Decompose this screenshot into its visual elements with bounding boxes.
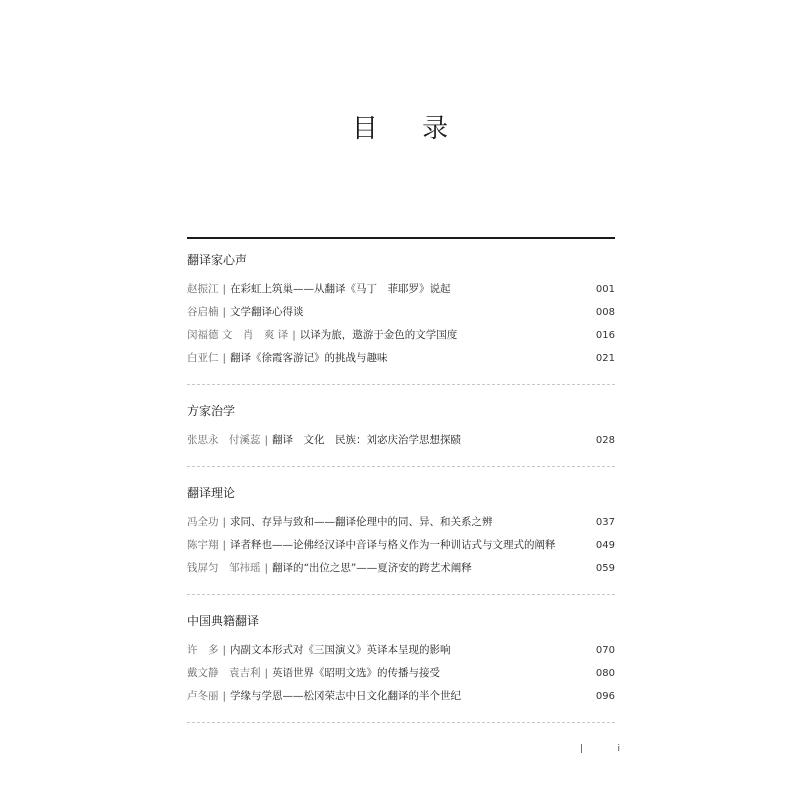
page-title: 目 录 <box>351 114 467 144</box>
entry-separator: | <box>222 306 227 318</box>
entry-title: 在彩虹上筑巢——从翻译《马丁 菲耶罗》说起 <box>230 283 451 295</box>
section-heading: 方家治学 <box>187 404 236 418</box>
entry-author: 卢冬丽 <box>187 690 219 702</box>
toc-entry[interactable] <box>187 534 615 557</box>
folio-number: i <box>617 744 620 754</box>
toc-entry[interactable] <box>187 685 615 708</box>
toc-entry[interactable] <box>187 511 615 534</box>
entry-separator: | <box>222 283 227 295</box>
entry-author: 赵振江 <box>187 283 219 295</box>
toc-entry[interactable] <box>187 557 615 580</box>
entry-page-number: 037 <box>595 517 615 528</box>
toc-entry[interactable] <box>187 301 615 324</box>
entry-title: 英语世界《昭明文选》的传播与接受 <box>272 667 441 679</box>
entry-author: 白亚仁 <box>187 352 219 364</box>
toc-section <box>187 613 615 723</box>
entry-separator: | <box>264 667 269 679</box>
toc-section <box>187 252 615 385</box>
toc-section <box>187 403 615 467</box>
entry-title: 翻译《徐霞客游记》的挑战与趣味 <box>230 352 388 364</box>
toc-entry[interactable] <box>187 639 615 662</box>
entry-title: 翻译 文化 民族：刘宓庆治学思想探赜 <box>272 434 462 446</box>
entry-title: 译者释也——论佛经汉译中音译与格义作为一种训诂式与文理式的阐释 <box>230 539 556 551</box>
toc-entry[interactable] <box>187 347 615 370</box>
toc-section <box>187 485 615 595</box>
entry-page-number: 059 <box>595 563 615 574</box>
entry-page-number: 096 <box>595 691 615 702</box>
entry-separator: | <box>264 562 269 574</box>
entry-separator: | <box>222 516 227 528</box>
entry-title: 翻译的“出位之思”——夏济安的跨艺术阐释 <box>272 562 472 574</box>
entry-separator: | <box>222 644 227 656</box>
page-folio <box>580 744 620 754</box>
toc-entry[interactable] <box>187 324 615 347</box>
toc-entry[interactable] <box>187 278 615 301</box>
toc-entry[interactable] <box>187 662 615 685</box>
entry-separator: | <box>222 539 227 551</box>
section-heading: 中国典籍翻译 <box>187 614 260 628</box>
entry-author: 谷启楠 <box>187 306 219 318</box>
entry-author: 冯全功 <box>187 516 219 528</box>
entry-author: 戴文静 袁吉利 <box>187 667 261 679</box>
entry-page-number: 021 <box>595 353 615 364</box>
entry-page-number: 080 <box>595 668 615 679</box>
entry-author: 陈宇翔 <box>187 539 219 551</box>
section-heading: 翻译理论 <box>187 486 236 500</box>
entry-title: 以译为旅，遨游于金色的文学国度 <box>299 329 458 341</box>
entry-separator: | <box>222 690 227 702</box>
entry-page-number: 028 <box>595 435 615 446</box>
entry-author: 钱屏匀 邹祎瑶 <box>187 562 261 574</box>
entry-page-number: 049 <box>595 540 615 551</box>
entry-title: 求同、存异与致和——翻译伦理中的同、异、和关系之辨 <box>230 516 493 528</box>
entry-separator: | <box>264 434 269 446</box>
table-of-contents <box>187 252 615 741</box>
folio-bar: | <box>580 744 584 754</box>
entry-author: 许 多 <box>187 644 219 656</box>
entry-author: 闵福德 文 肖 爽 译 <box>187 329 289 341</box>
entry-separator: | <box>292 329 296 341</box>
top-rule <box>187 237 615 239</box>
entry-title: 内副文本形式对《三国演义》英译本呈现的影响 <box>230 644 451 656</box>
entry-page-number: 001 <box>595 284 615 295</box>
entry-separator: | <box>222 352 227 364</box>
section-heading: 翻译家心声 <box>187 253 248 267</box>
entry-title: 文学翻译心得谈 <box>230 306 304 318</box>
entry-page-number: 070 <box>595 645 615 656</box>
entry-page-number: 016 <box>595 330 615 341</box>
entry-title: 学缘与学恩——松冈荣志中日文化翻译的半个世纪 <box>230 690 462 702</box>
toc-entry[interactable] <box>187 429 615 452</box>
entry-author: 张思永 付溪蕊 <box>187 434 261 446</box>
entry-page-number: 008 <box>595 307 615 318</box>
